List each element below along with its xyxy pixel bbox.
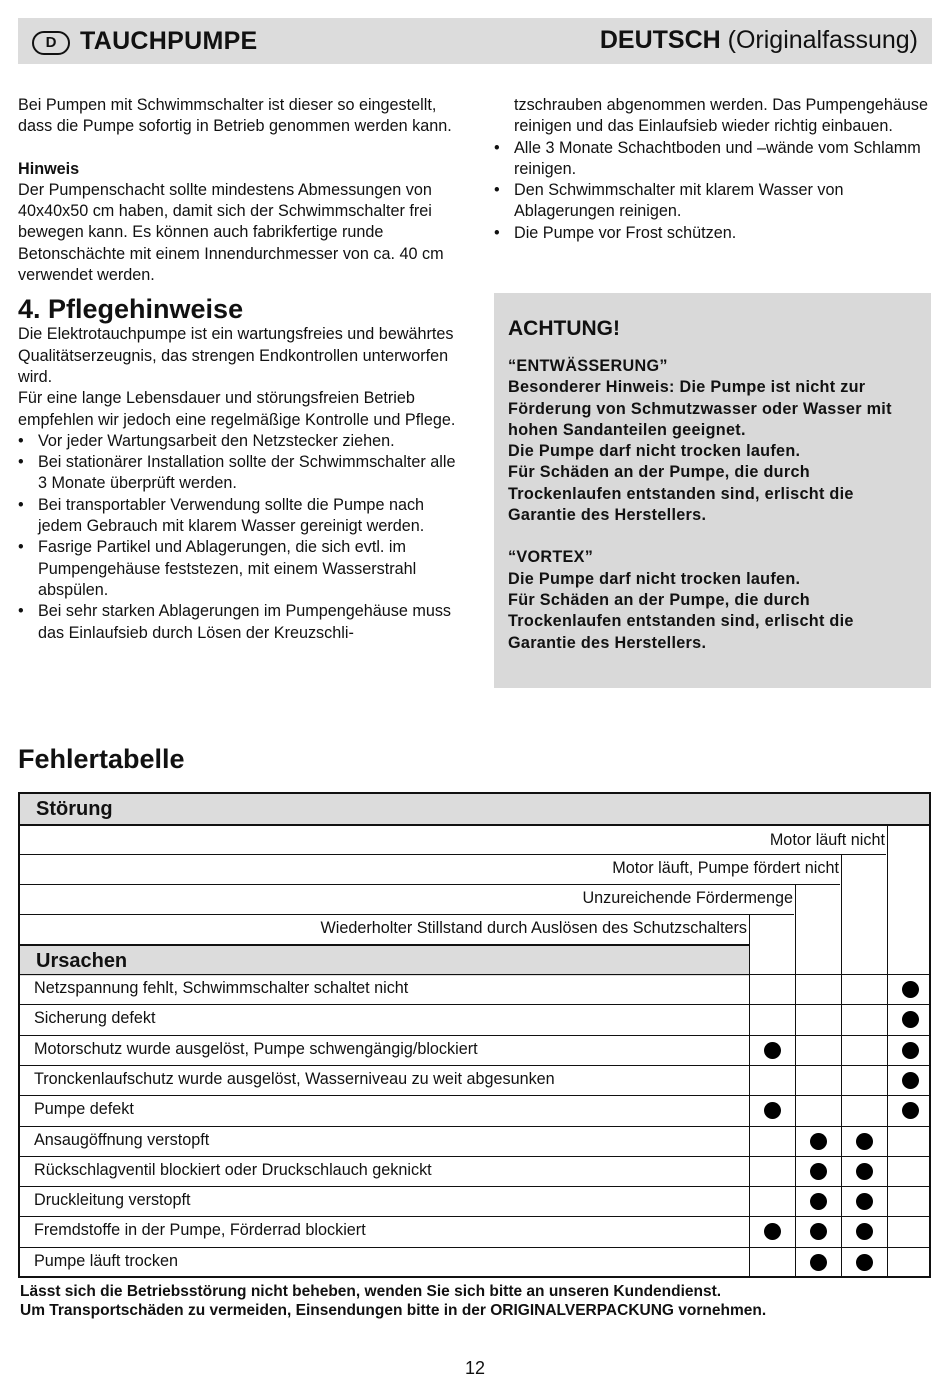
- list-item: • Bei stationärer Installation sollte der Schwimmschalter alle 3 Monate überprüft werden.: [18, 452, 456, 495]
- language-name: DEUTSCH: [599, 26, 721, 54]
- warning-text: Für Schäden an der Pumpe, die durch Trockenlaufen entstanden sind, erlischt die Garantie des Herstellers.: [508, 463, 854, 525]
- list-item: • Vor jeder Wartungsarbeit den Netzstecker ziehen.: [18, 431, 456, 452]
- language-title: [600, 26, 918, 55]
- row-divider: [20, 1035, 929, 1036]
- fault-mark-dot: [856, 1163, 873, 1180]
- warning-box: [494, 293, 931, 688]
- table-row-cause: Pumpe läuft trocken: [34, 1251, 178, 1270]
- page-header: [18, 18, 932, 64]
- care-paragraph-2: Für eine lange Lebensdauer und störungsfreien Betrieb empfehlen wir jedoch eine regelmäßige Kontrolle und Pflege.: [18, 389, 456, 429]
- fault-label-repeated-stop: Wiederholter Stillstand durch Auslösen des Schutzschalters: [320, 919, 747, 937]
- table-row-cause: Fremdstoffe in der Pumpe, Förderrad blockiert: [34, 1221, 366, 1240]
- list-item: • Alle 3 Monate Schachtboden und –wände vom Schlamm reinigen.: [494, 138, 930, 181]
- fault-mark-dot: [810, 1163, 827, 1180]
- fault-mark-dot: [902, 1011, 919, 1028]
- warning-subtitle-vortex: “VORTEX”: [508, 548, 594, 567]
- fault-mark-dot: [902, 1072, 919, 1089]
- table-row-cause: Druckleitung verstopft: [34, 1191, 191, 1210]
- fault-mark-dot: [810, 1254, 827, 1271]
- list-item: • Den Schwimmschalter mit klarem Wasser von Ablagerungen reinigen.: [494, 180, 930, 223]
- row-divider: [20, 1247, 929, 1248]
- causes-header: [20, 944, 749, 976]
- page-number: 12: [464, 1358, 486, 1378]
- list-item: • Bei transportabler Verwendung sollte die Pumpe nach jedem Gebrauch mit klarem Wasser gereinigt werden.: [18, 495, 456, 538]
- list-item: • Bei sehr starken Ablagerungen im Pumpengehäuse muss das Einlaufsieb durch Lösen der Kreuzschli-: [18, 601, 456, 644]
- fault-label-no-delivery: Motor läuft, Pumpe fördert nicht: [612, 859, 839, 877]
- product-title: TAUCHPUMPE: [80, 27, 258, 55]
- right-column: [494, 95, 930, 244]
- fault-mark-dot: [856, 1193, 873, 1210]
- warning-text: Die Pumpe darf nicht trocken laufen.: [508, 442, 801, 461]
- table-row-cause: Ansaugöffnung verstopft: [34, 1130, 210, 1149]
- warning-title: ACHTUNG!: [508, 317, 620, 340]
- fault-mark-dot: [902, 1042, 919, 1059]
- row-divider: [20, 1095, 929, 1096]
- fault-label-motor-not-running: Motor läuft nicht: [769, 831, 885, 849]
- continuation-paragraph: tzschrauben abgenommen werden. Das Pumpengehäuse reinigen und das Einlaufsieb wieder richtig einbauen.: [514, 96, 928, 136]
- warning-text: Besonderer Hinweis: Die Pumpe ist nicht zur Förderung von Schmutzwasser oder Wasser mit hohen Sandanteilen geeignet.: [508, 378, 892, 439]
- care-bullet-list-continued: [494, 138, 930, 244]
- table-row-cause: Netzspannung fehlt, Schwimmschalter schaltet nicht: [34, 979, 409, 997]
- footer-note: [20, 1282, 766, 1320]
- fault-mark-dot: [764, 1102, 781, 1119]
- language-badge: D: [32, 31, 70, 55]
- language-note: (Originalfassung): [727, 26, 918, 54]
- table-row-cause: Sicherung defekt: [34, 1009, 156, 1028]
- list-item: • Die Pumpe vor Frost schützen.: [494, 223, 930, 244]
- fault-table-title: Fehlertabelle: [18, 744, 185, 774]
- fault-label-low-flow: Unzureichende Fördermenge: [582, 889, 793, 907]
- fault-header-row: [20, 794, 929, 826]
- fault-table: [18, 792, 931, 1278]
- hinweis-heading: Hinweis: [18, 159, 80, 178]
- row-divider: [20, 1065, 929, 1066]
- table-row-cause: Pumpe defekt: [34, 1100, 134, 1119]
- row-divider: [20, 1186, 929, 1187]
- fault-mark-dot: [902, 1102, 919, 1119]
- section-heading: 4. Pflegehinweise: [18, 294, 244, 325]
- hinweis-paragraph: Der Pumpenschacht sollte mindestens Abmessungen von 40x40x50 cm haben, damit sich der Schwimmschalter frei bewegen kann. Es können auch fabrikfertige runde Betonschächte mit einem Innendurchmesser von ca. 40 cm verwendet werden.: [18, 180, 444, 285]
- left-column: [18, 95, 456, 644]
- fault-mark-dot: [856, 1223, 873, 1240]
- row-divider: [20, 1126, 929, 1127]
- fault-mark-dot: [810, 1133, 827, 1150]
- fault-mark-dot: [764, 1042, 781, 1059]
- care-bullet-list: [18, 431, 456, 644]
- row-divider: [20, 1004, 929, 1005]
- row-divider: [20, 974, 929, 975]
- table-row-cause: Motorschutz wurde ausgelöst, Pumpe schwengängig/blockiert: [34, 1039, 478, 1058]
- table-row-cause: Rückschlagventil blockiert oder Druckschlauch geknickt: [34, 1160, 432, 1179]
- list-item: • Fasrige Partikel und Ablagerungen, die sich evtl. im Pumpengehäuse feststezen, mit einem Wasserstrahl abspülen.: [18, 537, 456, 601]
- fault-mark-dot: [856, 1254, 873, 1271]
- shipping-note: Um Transportschäden zu vermeiden, Einsendungen bitte in der ORIGINALVERPACKUNG vornehmen.: [20, 1302, 767, 1319]
- fault-mark-dot: [764, 1223, 781, 1240]
- table-row-cause: Tronckenlaufschutz wurde ausgelöst, Wasserniveau zu weit abgesunken: [34, 1069, 555, 1088]
- warning-subtitle-drainage: “ENTWÄSSERUNG”: [508, 357, 668, 375]
- row-divider: [20, 1216, 929, 1217]
- fault-mark-dot: [810, 1223, 827, 1240]
- intro-paragraph: Bei Pumpen mit Schwimmschalter ist dieser so eingestellt, dass die Pumpe sofortig in Betrieb genommen werden kann.: [18, 96, 452, 136]
- warning-text: Für Schäden an der Pumpe, die durch Trockenlaufen entstanden sind, erlischt die Garantie des Herstellers.: [508, 590, 854, 652]
- service-note: Lässt sich die Betriebsstörung nicht beheben, wenden Sie sich bitte an unseren Kundendienst.: [20, 1283, 722, 1300]
- fault-header-label: Störung: [36, 798, 113, 820]
- causes-header-label: Ursachen: [36, 950, 128, 972]
- fault-mark-dot: [902, 981, 919, 998]
- warning-text: Die Pumpe darf nicht trocken laufen.: [508, 569, 801, 588]
- care-paragraph-1: Die Elektrotauchpumpe ist ein wartungsfreies und bewährtes Qualitätserzeugnis, das strengen Endkontrollen unterworfen wird.: [18, 325, 454, 386]
- fault-mark-dot: [856, 1133, 873, 1150]
- row-divider: [20, 1156, 929, 1157]
- fault-mark-dot: [810, 1193, 827, 1210]
